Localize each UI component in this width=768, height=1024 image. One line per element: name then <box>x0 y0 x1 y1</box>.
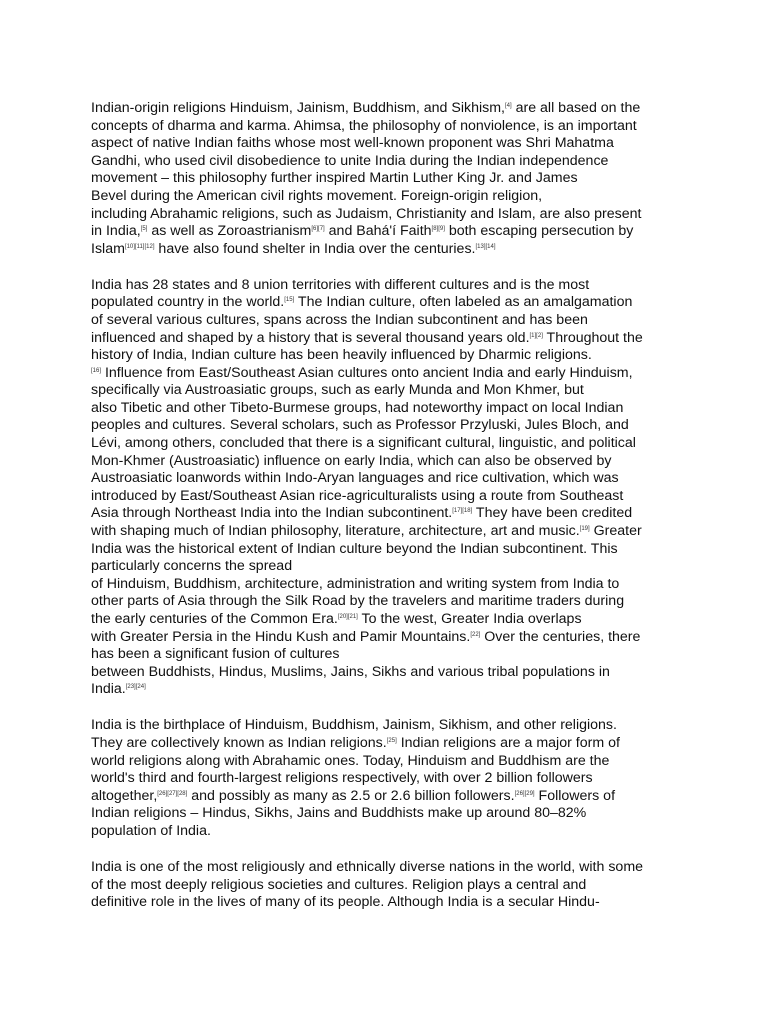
text-segment: with Greater Persia in the Hindu Kush and Pamir Mountains. <box>91 628 471 645</box>
text-segment: Indian religions – Hindus, Sikhs, Jains and Buddhists make up around 80–82% <box>91 805 587 822</box>
paragraph <box>91 717 681 840</box>
text-line <box>91 735 681 753</box>
citation-reference: [26][27][28] <box>157 790 188 797</box>
text-segment: other parts of Asia through the Silk Road by the travelers and maritime traders during <box>91 593 625 610</box>
citation-reference: [10][11][12] <box>124 243 155 250</box>
text-line <box>91 823 681 841</box>
text-segment: populated country in the world. <box>91 294 285 311</box>
text-segment: peoples and cultures. Several scholars, such as Professor Przyluski, Jules Bloch, and <box>91 417 629 434</box>
text-line <box>91 417 681 435</box>
text-segment: of Hinduism, Buddhism, architecture, administration and writing system from India to <box>91 575 620 592</box>
text-line <box>91 859 681 877</box>
text-line <box>91 312 681 330</box>
text-line <box>91 330 681 348</box>
text-line <box>91 365 681 383</box>
text-segment: Lévi, among others, concluded that there is a significant cultural, linguistic, and political <box>91 435 636 452</box>
text-segment: definitive role in the lives of many of its people. Although India is a secular Hindu- <box>91 894 600 911</box>
text-segment: Indian religions are a major form of <box>396 734 620 751</box>
text-line <box>91 505 681 523</box>
text-line <box>91 241 681 259</box>
text-line <box>91 170 681 188</box>
citation-reference: [13][14] <box>475 243 496 250</box>
text-segment: history of India, Indian culture has been heavily influenced by Dharmic religions. <box>91 347 592 364</box>
text-segment: world's third and fourth-largest religions respectively, with over 2 billion followers <box>91 770 593 787</box>
text-segment: concepts of dharma and karma. Ahimsa, the philosophy of nonviolence, is an important <box>91 117 637 134</box>
text-segment: altogether, <box>91 787 158 804</box>
text-line <box>91 541 681 559</box>
text-segment: have also found shelter in India over the centuries. <box>154 240 476 257</box>
text-segment: Gandhi, who used civil disobedience to unite India during the Indian independence <box>91 152 609 169</box>
text-line <box>91 347 681 365</box>
text-segment: Indian-origin religions Hinduism, Jainism, Buddhism, and Sikhism, <box>91 100 505 116</box>
text-segment: of the most deeply religious societies and cultures. Religion plays a central and <box>91 876 587 893</box>
citation-reference: [16] <box>91 367 102 374</box>
text-segment: Greater <box>589 523 642 540</box>
text-line <box>91 400 681 418</box>
text-segment: movement – this philosophy further inspired Martin Luther King Jr. and James <box>91 170 578 187</box>
text-segment: between Buddhists, Hindus, Muslims, Jains, Sikhs and various tribal populations in <box>91 663 610 680</box>
text-segment: Throughout the <box>542 329 643 346</box>
text-line <box>91 382 681 400</box>
citation-reference: [4] <box>504 103 512 109</box>
text-line <box>91 576 681 594</box>
text-segment: has been a significant fusion of cultures <box>91 646 340 663</box>
citation-reference: [6][7] <box>311 226 325 233</box>
text-segment: Islam <box>91 240 125 257</box>
text-line <box>91 100 681 118</box>
text-segment: Austroasiatic loanwords within Indo-Aryan languages and rice cultivation, which was <box>91 470 619 487</box>
text-line <box>91 118 681 136</box>
text-segment: particularly concerns the spread <box>91 558 293 575</box>
text-line <box>91 629 681 647</box>
text-segment: population of India. <box>91 822 211 839</box>
text-line <box>91 294 681 312</box>
text-line <box>91 611 681 629</box>
text-line <box>91 664 681 682</box>
paragraph <box>91 100 681 258</box>
text-segment: with shaping much of Indian philosophy, literature, architecture, art and music. <box>91 523 580 540</box>
text-line <box>91 523 681 541</box>
text-segment: of several various cultures, spans across the Indian subcontinent and has been <box>91 311 588 328</box>
text-line <box>91 558 681 576</box>
text-segment: introduced by East/Southeast Asian rice-agriculturalists using a route from Southeast <box>91 487 624 504</box>
text-segment: specifically via Austroasiatic groups, such as early Munda and Mon Khmer, but <box>91 382 584 399</box>
text-segment: in India, <box>91 223 141 240</box>
text-segment: as well as Zoroastrianism <box>147 223 312 240</box>
text-line <box>91 894 681 912</box>
citation-reference: [26][29] <box>514 790 535 797</box>
text-segment: India was the historical extent of Indian culture beyond the Indian subcontinent. This <box>91 540 618 557</box>
text-segment: Influence from East/Southeast Asian cultures onto ancient India and early Hinduism, <box>101 364 633 381</box>
citation-reference: [19] <box>579 526 590 533</box>
text-line <box>91 153 681 171</box>
text-segment: India is the birthplace of Hinduism, Buddhism, Jainism, Sikhism, and other religions. <box>91 717 617 734</box>
text-line <box>91 805 681 823</box>
text-segment: Mon-Khmer (Austroasiatic) influence on early India, which can also be observed by <box>91 452 612 469</box>
citation-reference: [23][24] <box>125 684 146 691</box>
paragraph <box>91 277 681 699</box>
text-line <box>91 788 681 806</box>
citation-reference: [20][21] <box>337 614 358 621</box>
text-segment: both escaping persecution by <box>444 223 634 240</box>
text-line <box>91 277 681 295</box>
text-segment: and Bahá'í Faith <box>324 223 432 240</box>
paragraph <box>91 859 681 912</box>
text-line <box>91 223 681 241</box>
text-segment: aspect of native Indian faiths whose most well-known proponent was Shri Mahatma <box>91 135 614 152</box>
text-segment: They are collectively known as Indian religions. <box>91 734 387 751</box>
text-segment: and possibly as many as 2.5 or 2.6 billion followers. <box>187 787 515 804</box>
text-segment: India. <box>91 681 126 698</box>
text-line <box>91 753 681 771</box>
document-page <box>91 100 681 930</box>
text-segment: Bevel during the American civil rights movement. Foreign-origin religion, <box>91 187 543 204</box>
text-line <box>91 717 681 735</box>
citation-reference: [1][2] <box>529 332 543 339</box>
text-segment: the early centuries of the Common Era. <box>91 611 338 628</box>
citation-reference: [25] <box>386 737 397 744</box>
citation-reference: [22] <box>470 631 481 638</box>
citation-reference: [17][18] <box>452 508 473 515</box>
text-segment: India has 28 states and 8 union territories with different cultures and is the most <box>91 276 590 293</box>
text-segment: are all based on the <box>511 100 641 116</box>
citation-reference: [15] <box>284 297 295 304</box>
text-line <box>91 206 681 224</box>
text-segment: The Indian culture, often labeled as an amalgamation <box>294 294 633 311</box>
citation-reference: [5] <box>140 226 148 233</box>
text-segment: They have been credited <box>472 505 633 522</box>
text-segment: Followers of <box>534 787 616 804</box>
text-line <box>91 488 681 506</box>
text-segment: Over the centuries, there <box>480 628 641 645</box>
text-line <box>91 470 681 488</box>
text-line <box>91 188 681 206</box>
text-line <box>91 877 681 895</box>
text-segment: influenced and shaped by a history that is several thousand years old. <box>91 329 530 346</box>
text-line <box>91 593 681 611</box>
text-line <box>91 770 681 788</box>
text-segment: Asia through Northeast India into the Indian subcontinent. <box>91 505 453 522</box>
text-line <box>91 135 681 153</box>
text-segment: also Tibetic and other Tibeto-Burmese groups, had noteworthy impact on local Indian <box>91 399 624 416</box>
text-line <box>91 435 681 453</box>
text-line <box>91 646 681 664</box>
text-segment: India is one of the most religiously and ethnically diverse nations in the world, with some <box>91 858 644 875</box>
text-line <box>91 453 681 471</box>
text-segment: world religions along with Abrahamic ones. Today, Hinduism and Buddhism are the <box>91 752 610 769</box>
citation-reference: [8][9] <box>431 226 445 233</box>
text-segment: To the west, Greater India overlaps <box>357 611 582 628</box>
text-line <box>91 681 681 699</box>
text-segment: including Abrahamic religions, such as Judaism, Christianity and Islam, are also present <box>91 205 642 222</box>
